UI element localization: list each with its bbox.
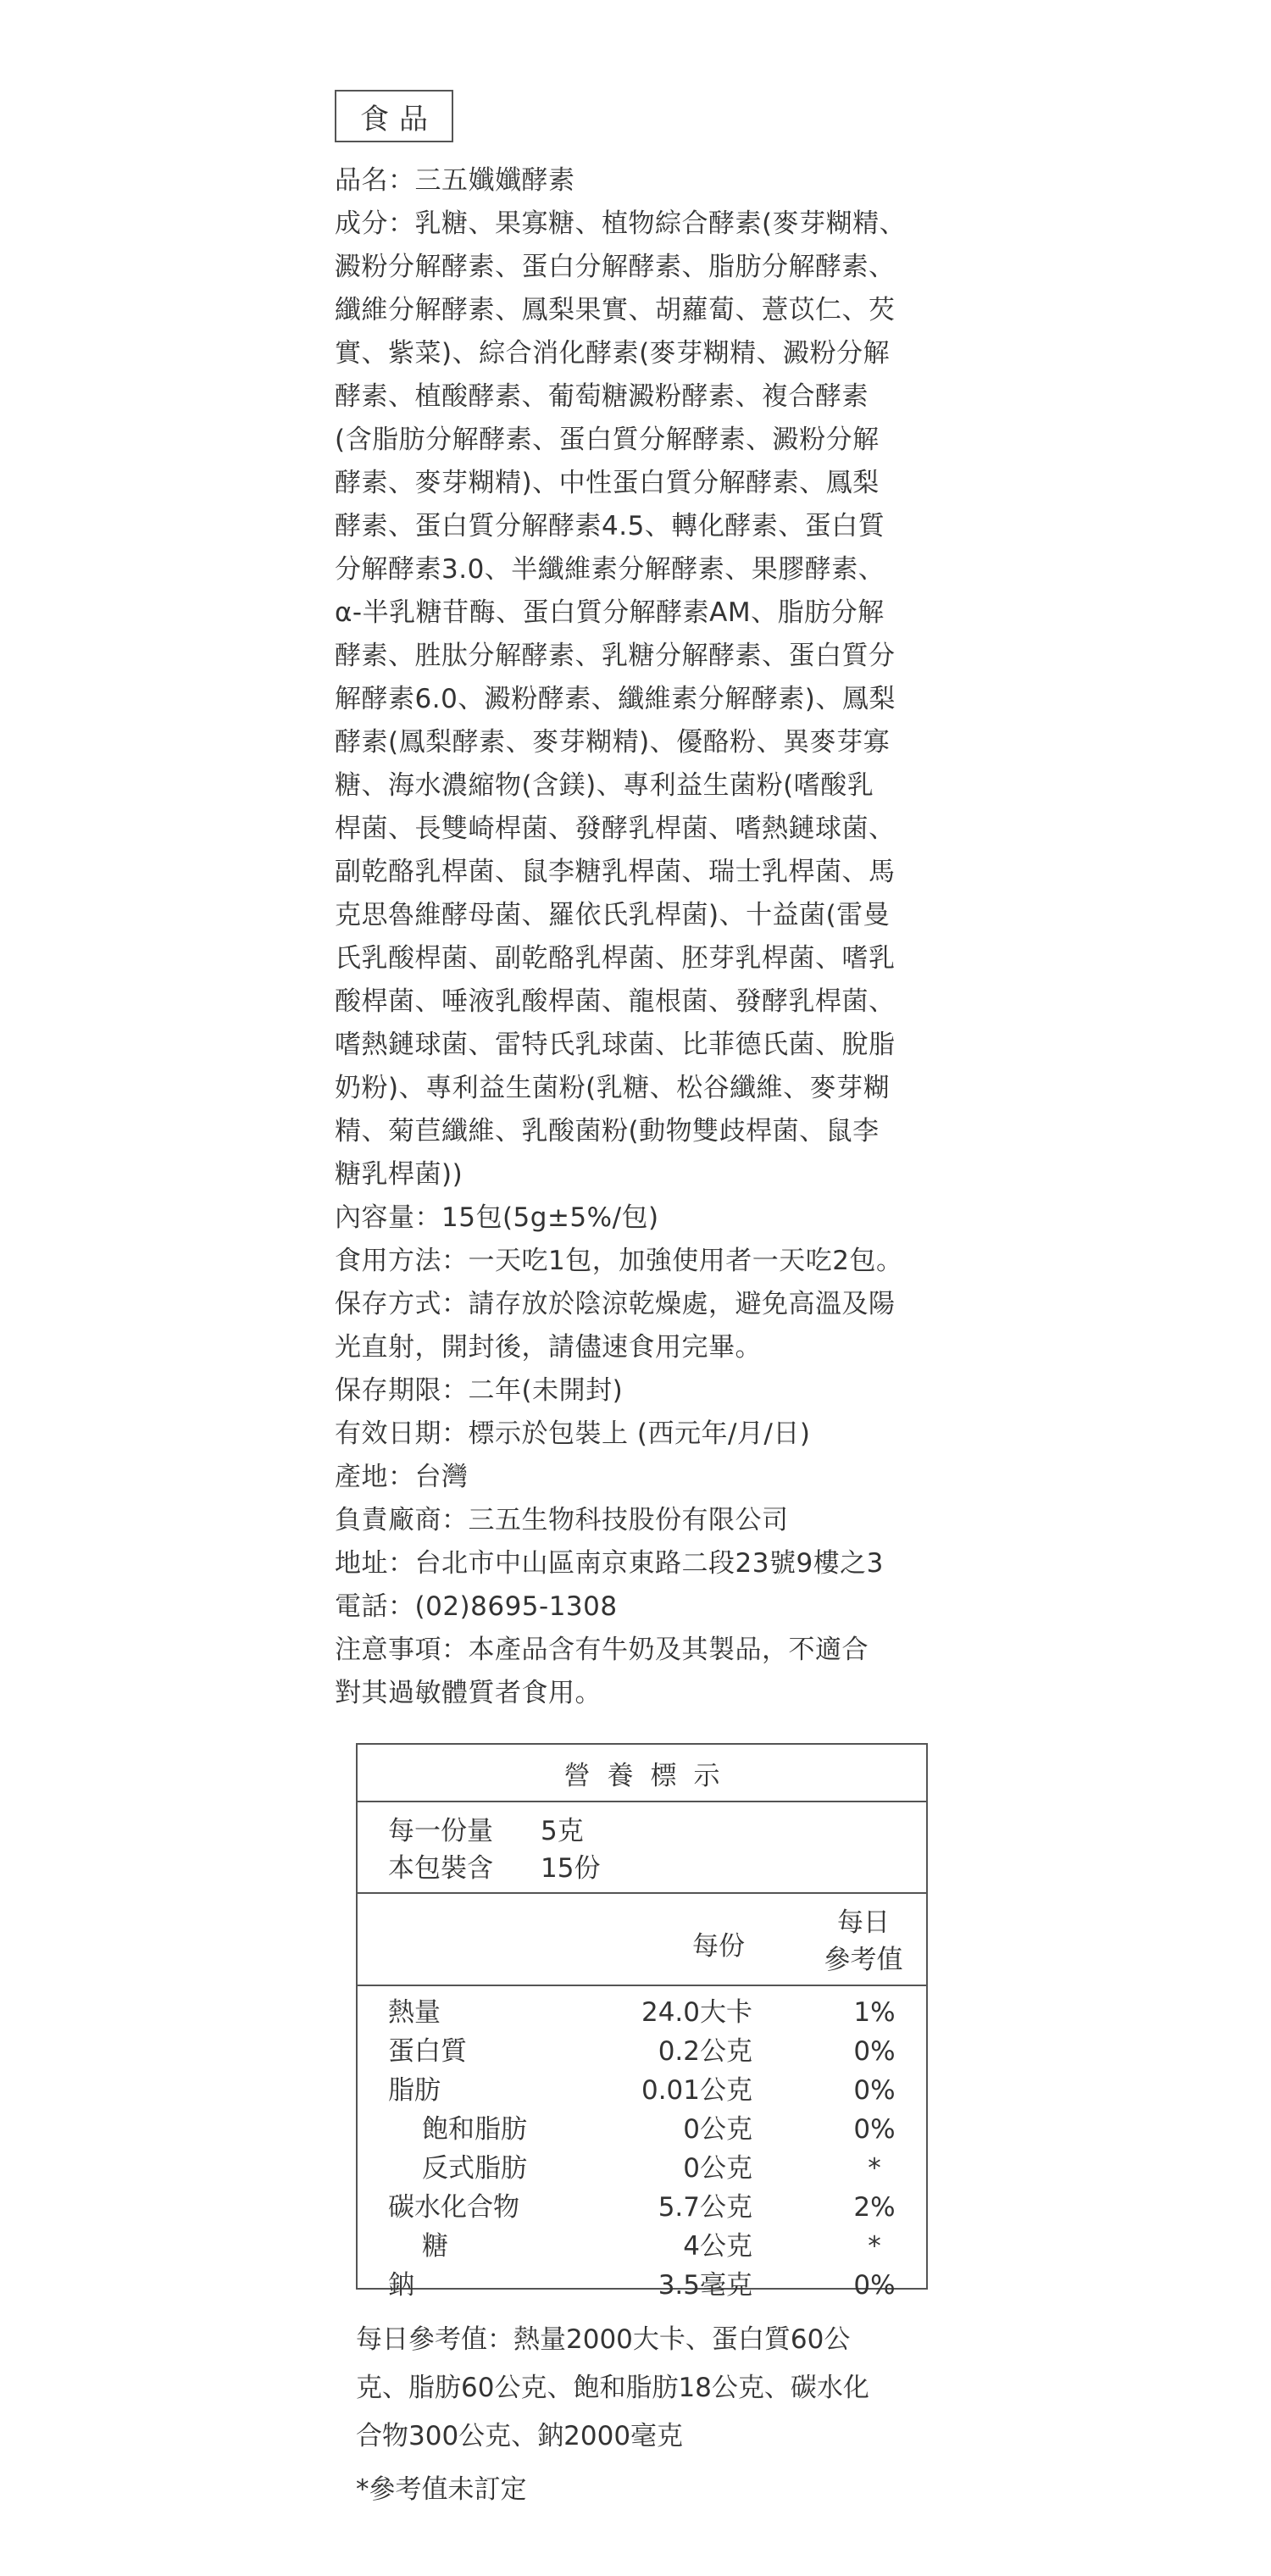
- info-line: 分解酵素3.0、半纖維素分解酵素、果膠酵素、: [335, 554, 885, 585]
- daily-reference-text: [356, 2316, 966, 2461]
- info-line: 有效日期：標示於包裝上 (西元年/月/日): [335, 1418, 811, 1449]
- daily-value-header-line2: 參考值: [824, 1945, 903, 1975]
- nutrient-value: 0.2公克: [658, 2036, 752, 2067]
- nutrition-row: [358, 1993, 926, 2032]
- info-line: 糖乳桿菌)): [335, 1159, 463, 1190]
- nutrient-value: 0公克: [683, 2114, 752, 2145]
- nutrient-daily-pct: 0%: [853, 2075, 896, 2106]
- nutrition-row: [358, 2266, 926, 2305]
- info-line: 克思魯維酵母菌、羅依氏乳桿菌)、十益菌(雷曼: [335, 900, 891, 930]
- daily-value-header-line1: 每日: [837, 1907, 890, 1938]
- nutrient-value: 4公克: [683, 2231, 752, 2262]
- serving-size-value: 5克: [541, 1816, 584, 1846]
- info-line: 保存方式：請存放於陰涼乾燥處，避免高溫及陽: [335, 1289, 896, 1319]
- nutrition-row: [358, 2110, 926, 2149]
- info-line: 酵素、蛋白質分解酵素4.5、轉化酵素、蛋白質: [335, 511, 885, 541]
- nutrient-daily-pct: *: [868, 2153, 881, 2184]
- nutrition-rows: [358, 1986, 926, 2305]
- info-line: 桿菌、長雙崎桿菌、發酵乳桿菌、嗜熱鏈球菌、: [335, 813, 896, 844]
- info-line: 副乾酪乳桿菌、鼠李糖乳桿菌、瑞士乳桿菌、馬: [335, 857, 896, 887]
- nutrition-row: [358, 2071, 926, 2110]
- daily-reference-line: 每日參考值：熱量2000大卡、蛋白質60公: [356, 2324, 851, 2355]
- serving-info: [358, 1802, 926, 1894]
- info-line: 酵素、植酸酵素、葡萄糖澱粉酵素、複合酵素: [335, 381, 869, 412]
- nutrient-name: 熱量: [388, 1997, 441, 2028]
- info-line: 品名：三五孅孅酵素: [335, 165, 575, 196]
- nutrient-name: 鈉: [388, 2270, 414, 2301]
- serving-size-label: 每一份量: [388, 1816, 493, 1846]
- info-line: 保存期限：二年(未開封): [335, 1375, 624, 1406]
- daily-reference-line: 合物300公克、鈉2000毫克: [356, 2421, 684, 2451]
- nutrient-daily-pct: 0%: [853, 2114, 896, 2145]
- info-line: 嗜熱鏈球菌、雷特氏乳球菌、比菲德氏菌、脫脂: [335, 1030, 896, 1060]
- servings-value: 15份: [541, 1853, 601, 1884]
- info-line: 澱粉分解酵素、蛋白分解酵素、脂肪分解酵素、: [335, 252, 896, 282]
- nutrient-name: 反式脂肪: [422, 2153, 527, 2184]
- nutrient-name: 脂肪: [388, 2075, 441, 2106]
- nutrient-value: 0公克: [683, 2153, 752, 2184]
- nutrient-name: 蛋白質: [388, 2036, 467, 2067]
- info-line: α-半乳糖苷酶、蛋白質分解酵素AM、脂肪分解: [335, 597, 885, 628]
- nutrition-column-header: [358, 1894, 926, 1986]
- nutrient-daily-pct: 0%: [853, 2036, 896, 2067]
- info-line: 解酵素6.0、澱粉酵素、纖維素分解酵素)、鳳梨: [335, 684, 896, 714]
- nutrient-daily-pct: 1%: [853, 1997, 896, 2028]
- nutrient-daily-pct: 2%: [853, 2192, 896, 2223]
- info-line: 酵素、麥芽糊精)、中性蛋白質分解酵素、鳳梨: [335, 468, 880, 498]
- info-line: 電話：(02)8695-1308: [335, 1591, 618, 1622]
- info-line: 氏乳酸桿菌、副乾酪乳桿菌、胚芽乳桿菌、嗜乳: [335, 943, 896, 974]
- info-line: (含脂肪分解酵素、蛋白質分解酵素、澱粉分解: [335, 425, 880, 455]
- info-line: 精、菊苣纖維、乳酸菌粉(動物雙歧桿菌、鼠李: [335, 1116, 880, 1146]
- nutrition-table: [356, 1743, 928, 2301]
- info-line: 糖、海水濃縮物(含鎂)、專利益生菌粉(嗜酸乳: [335, 770, 874, 801]
- nutrient-name: 飽和脂肪: [422, 2114, 527, 2145]
- info-line: 酸桿菌、唾液乳酸桿菌、龍根菌、發酵乳桿菌、: [335, 986, 896, 1017]
- info-line: 纖維分解酵素、鳳梨果實、胡蘿蔔、薏苡仁、芡: [335, 295, 896, 325]
- nutrient-name: 碳水化合物: [388, 2192, 519, 2223]
- nutrition-row: [358, 2227, 926, 2266]
- info-line: 負責廠商：三五生物科技股份有限公司: [335, 1505, 789, 1535]
- daily-reference-line: 克、脂肪60公克、飽和脂肪18公克、碳水化: [356, 2373, 869, 2403]
- daily-value-header: [821, 1904, 906, 1979]
- info-line: 酵素、胜肽分解酵素、乳糖分解酵素、蛋白質分: [335, 641, 896, 671]
- nutrient-value: 3.5毫克: [658, 2270, 752, 2301]
- nutrient-name: 糖: [422, 2231, 448, 2262]
- nutrition-row: [358, 2032, 926, 2071]
- nutrient-daily-pct: 0%: [853, 2270, 896, 2301]
- info-line: 光直射，開封後，請儘速食用完畢。: [335, 1332, 762, 1363]
- nutrient-value: 0.01公克: [641, 2075, 752, 2106]
- info-line: 注意事項：本產品含有牛奶及其製品，不適合: [335, 1635, 869, 1665]
- footnote: *參考值未訂定: [356, 2474, 527, 2505]
- info-line: 地址：台北市中山區南京東路二段23號9樓之3: [335, 1548, 884, 1579]
- info-line: 酵素(鳳梨酵素、麥芽糊精)、優酪粉、異麥芽寡: [335, 727, 891, 758]
- product-info: [335, 159, 979, 1715]
- info-line: 奶粉)、專利益生菌粉(乳糖、松谷纖維、麥芽糊: [335, 1073, 891, 1103]
- nutrient-value: 5.7公克: [658, 2192, 752, 2223]
- info-line: 成分：乳糖、果寡糖、植物綜合酵素(麥芽糊精、: [335, 208, 907, 239]
- info-line: 實、紫菜)、綜合消化酵素(麥芽糊精、澱粉分解: [335, 338, 891, 369]
- nutrient-value: 24.0大卡: [641, 1997, 752, 2028]
- info-line: 產地：台灣: [335, 1462, 469, 1492]
- nutrient-daily-pct: *: [868, 2231, 881, 2262]
- info-line: 對其過敏體質者食用。: [335, 1678, 602, 1708]
- info-line: 食用方法：一天吃1包，加強使用者一天吃2包。: [335, 1246, 903, 1276]
- category-tag: 食品: [335, 90, 453, 142]
- nutrition-row: [358, 2149, 926, 2188]
- servings-label: 本包裝含: [388, 1853, 493, 1884]
- per-serving-header: 每份: [692, 1931, 745, 1962]
- info-line: 內容量：15包(5g±5%/包): [335, 1202, 659, 1233]
- nutrition-title: 營養標示: [358, 1745, 926, 1802]
- nutrition-row: [358, 2188, 926, 2227]
